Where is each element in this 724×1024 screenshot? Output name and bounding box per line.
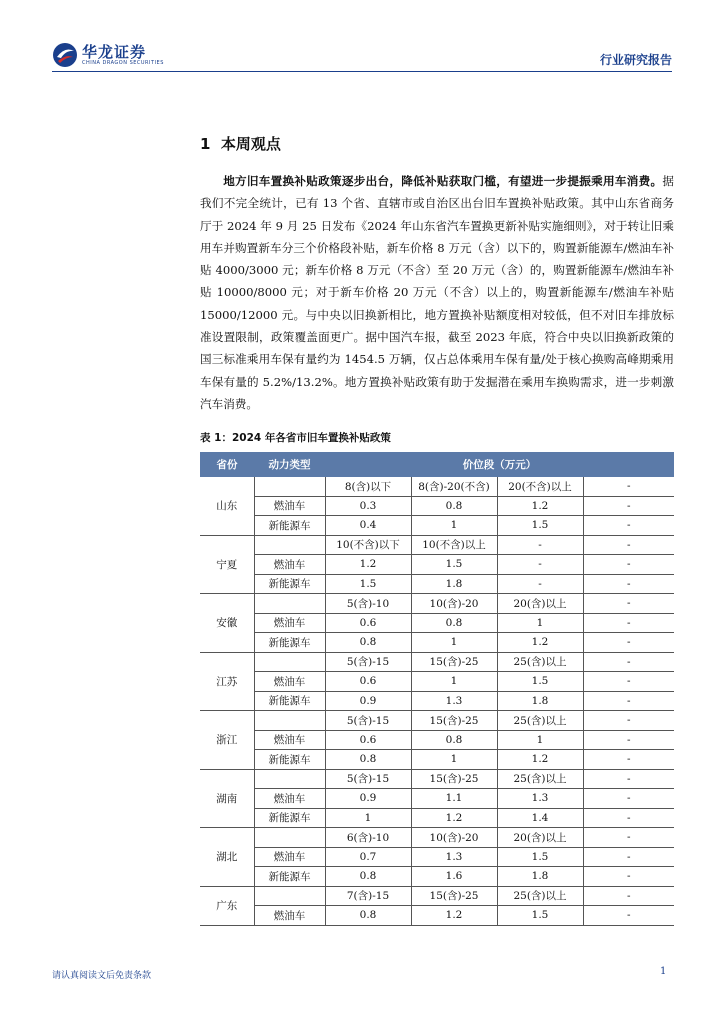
table-row — [200, 808, 674, 828]
price-range-cell: - — [497, 535, 583, 555]
power-type-cell: 燃油车 — [254, 672, 325, 692]
table-row — [200, 730, 674, 750]
subsidy-value-cell: - — [583, 574, 674, 594]
subsidy-value-cell: - — [497, 574, 583, 594]
price-range-cell: 15(含)-25 — [411, 769, 497, 789]
subsidy-value-cell: 0.8 — [325, 633, 411, 653]
subsidy-value-cell: - — [583, 496, 674, 516]
page-header — [52, 42, 672, 72]
subsidy-value-cell: - — [583, 613, 674, 633]
power-type-cell: 新能源车 — [254, 574, 325, 594]
power-type-cell: 新能源车 — [254, 691, 325, 711]
price-range-cell: - — [583, 769, 674, 789]
subsidy-value-cell: 1 — [325, 808, 411, 828]
empty-type-cell — [254, 711, 325, 731]
section-title-text: 本周观点 — [220, 135, 281, 153]
table-row — [200, 691, 674, 711]
report-type: 行业研究报告 — [599, 53, 672, 67]
subsidy-value-cell: 0.8 — [325, 906, 411, 926]
subsidy-value-cell: 1.2 — [497, 496, 583, 516]
section-number: 1 — [200, 135, 211, 153]
header-power-type: 动力类型 — [254, 452, 325, 477]
header-province: 省份 — [200, 452, 254, 477]
subsidy-value-cell: - — [583, 906, 674, 926]
subsidy-value-cell: - — [583, 847, 674, 867]
subsidy-value-cell: - — [583, 867, 674, 887]
price-range-cell: 8(含)以下 — [325, 477, 411, 497]
power-type-cell: 新能源车 — [254, 808, 325, 828]
table-row — [200, 516, 674, 536]
table-row — [200, 496, 674, 516]
subsidy-value-cell: 0.6 — [325, 672, 411, 692]
price-range-cell: 20(含)以上 — [497, 828, 583, 848]
subsidy-value-cell: 1 — [411, 633, 497, 653]
empty-type-cell — [254, 828, 325, 848]
subsidy-value-cell: 1.5 — [497, 847, 583, 867]
power-type-cell: 燃油车 — [254, 906, 325, 926]
province-cell: 湖南 — [200, 769, 254, 828]
power-type-cell: 新能源车 — [254, 867, 325, 887]
subsidy-value-cell: - — [583, 555, 674, 575]
price-range-cell: - — [583, 711, 674, 731]
subsidy-value-cell: 1 — [497, 613, 583, 633]
table-row — [200, 847, 674, 867]
price-range-cell: 10(不含)以上 — [411, 535, 497, 555]
subsidy-value-cell: 0.9 — [325, 789, 411, 809]
subsidy-value-cell: - — [583, 750, 674, 770]
subsidy-value-cell: 1.8 — [497, 867, 583, 887]
table-range-row — [200, 652, 674, 672]
subsidy-value-cell: 0.8 — [411, 730, 497, 750]
price-range-cell: 5(含)-15 — [325, 769, 411, 789]
price-range-cell: 5(含)-15 — [325, 711, 411, 731]
subsidy-value-cell: - — [583, 691, 674, 711]
power-type-cell: 燃油车 — [254, 555, 325, 575]
power-type-cell: 燃油车 — [254, 496, 325, 516]
subsidy-value-cell: 0.3 — [325, 496, 411, 516]
table-row — [200, 613, 674, 633]
subsidy-value-cell: 0.8 — [411, 613, 497, 633]
empty-type-cell — [254, 652, 325, 672]
subsidy-value-cell: 1.5 — [497, 906, 583, 926]
page-number: 1 — [660, 966, 667, 977]
header-price-range: 价位段（万元） — [325, 452, 674, 477]
table-range-row — [200, 886, 674, 906]
price-range-cell: 25(含)以上 — [497, 711, 583, 731]
subsidy-value-cell: 1.5 — [325, 574, 411, 594]
empty-type-cell — [254, 594, 325, 614]
paragraph-body: 据我们不完全统计，已有 13 个省、直辖市或自治区出台旧车置换补贴政策。其中山东省商务厅于 2024 年 9 月 25 日发布《2024 年山东省汽车置换更新补贴实施细则》，对于转让旧乘用车并购置新车分三个价格段补贴，新车价格 8 万元（含）以下的，购置新能源车/燃油车补贴 4000/3000 元；新车价格 8 万元（不含）至 20 万元（含）的，购置新能源车/燃油车补贴 10000/8000 元；对于新车价格 20 万元（不含）以上的，购置新能源车/燃油车补贴 15000/12000 元。与中央以旧换新相比，地方置换补贴额度相对较低，但不对旧车排放标准设置限制，政策覆盖面更广。据中国汽车报，截至 2023 年底，符合中央以旧换新政策的国三标准乘用车保有量约为 1454.5 万辆，仅占总体乘用车保有量/处于核心换购高峰期乘用车保有量的 5.2%/13.2%。地方置换补贴政策有助于发掘潜在乘用车换购需求，进一步刺激汽车消费。 — [200, 174, 674, 411]
logo-en-text: CHINA DRAGON SECURITIES — [82, 59, 164, 66]
subsidy-value-cell: 1.3 — [411, 847, 497, 867]
power-type-cell: 燃油车 — [254, 789, 325, 809]
table-header-row — [200, 452, 674, 477]
subsidy-value-cell: 0.4 — [325, 516, 411, 536]
price-range-cell: 25(含)以上 — [497, 886, 583, 906]
subsidy-value-cell: 1 — [497, 730, 583, 750]
subsidy-value-cell: 1.4 — [497, 808, 583, 828]
subsidy-value-cell: 1.2 — [497, 750, 583, 770]
subsidy-value-cell: 1.1 — [411, 789, 497, 809]
subsidy-value-cell: 1.6 — [411, 867, 497, 887]
table-range-row — [200, 769, 674, 789]
logo-cn-text: 华龙证券 — [82, 42, 147, 61]
subsidy-value-cell: - — [583, 730, 674, 750]
province-cell: 湖北 — [200, 828, 254, 887]
table-row — [200, 867, 674, 887]
subsidy-value-cell: 1.8 — [411, 574, 497, 594]
table-row — [200, 906, 674, 926]
subsidy-value-cell: 1.5 — [411, 555, 497, 575]
empty-type-cell — [254, 769, 325, 789]
table-range-row — [200, 477, 674, 497]
subsidy-value-cell: 1.2 — [325, 555, 411, 575]
subsidy-value-cell: - — [583, 789, 674, 809]
subsidy-value-cell: 1 — [411, 750, 497, 770]
price-range-cell: 20(不含)以上 — [497, 477, 583, 497]
table-range-row — [200, 594, 674, 614]
price-range-cell: 15(含)-25 — [411, 711, 497, 731]
price-range-cell: 20(含)以上 — [497, 594, 583, 614]
price-range-cell: - — [583, 652, 674, 672]
price-range-cell: 8(含)-20(不含) — [411, 477, 497, 497]
province-cell: 江苏 — [200, 652, 254, 711]
province-cell: 浙江 — [200, 711, 254, 770]
table-row — [200, 574, 674, 594]
price-range-cell: - — [583, 535, 674, 555]
section-title — [200, 133, 281, 154]
subsidy-value-cell: - — [583, 672, 674, 692]
subsidy-value-cell: 1.2 — [497, 633, 583, 653]
body-paragraph — [200, 170, 674, 415]
subsidy-value-cell: 1.2 — [411, 808, 497, 828]
province-cell: 山东 — [200, 477, 254, 536]
price-range-cell: 15(含)-25 — [411, 652, 497, 672]
table-range-row — [200, 711, 674, 731]
subsidy-value-cell: 1.3 — [411, 691, 497, 711]
table-row — [200, 633, 674, 653]
price-range-cell: 10(含)-20 — [411, 594, 497, 614]
empty-type-cell — [254, 886, 325, 906]
logo-icon — [52, 42, 78, 68]
company-logo — [52, 42, 164, 68]
table-body — [200, 477, 674, 926]
table-row — [200, 672, 674, 692]
subsidy-value-cell: 1.5 — [497, 516, 583, 536]
price-range-cell: - — [583, 594, 674, 614]
subsidy-value-cell: 0.8 — [325, 750, 411, 770]
table-row — [200, 750, 674, 770]
empty-type-cell — [254, 535, 325, 555]
price-range-cell: 10(不含)以下 — [325, 535, 411, 555]
price-range-cell: - — [583, 477, 674, 497]
price-range-cell: 7(含)-15 — [325, 886, 411, 906]
price-range-cell: 25(含)以上 — [497, 769, 583, 789]
table-range-row — [200, 535, 674, 555]
province-cell: 宁夏 — [200, 535, 254, 594]
subsidy-value-cell: 0.8 — [325, 867, 411, 887]
empty-type-cell — [254, 477, 325, 497]
power-type-cell: 新能源车 — [254, 633, 325, 653]
table-range-row — [200, 828, 674, 848]
power-type-cell: 新能源车 — [254, 750, 325, 770]
province-cell: 安徽 — [200, 594, 254, 653]
subsidy-value-cell: 0.6 — [325, 730, 411, 750]
subsidy-value-cell: 1 — [411, 516, 497, 536]
subsidy-value-cell: 1.8 — [497, 691, 583, 711]
subsidy-value-cell: - — [583, 516, 674, 536]
province-cell: 广东 — [200, 886, 254, 925]
table-row — [200, 555, 674, 575]
subsidy-value-cell: 0.7 — [325, 847, 411, 867]
price-range-cell: 5(含)-15 — [325, 652, 411, 672]
price-range-cell: - — [583, 886, 674, 906]
power-type-cell: 燃油车 — [254, 847, 325, 867]
subsidy-value-cell: 1.3 — [497, 789, 583, 809]
price-range-cell: 5(含)-10 — [325, 594, 411, 614]
price-range-cell: 25(含)以上 — [497, 652, 583, 672]
subsidy-value-cell: - — [583, 633, 674, 653]
subsidy-value-cell: - — [583, 808, 674, 828]
header-divider — [52, 71, 672, 72]
power-type-cell: 燃油车 — [254, 613, 325, 633]
table-row — [200, 789, 674, 809]
subsidy-value-cell: 1 — [411, 672, 497, 692]
footer-disclaimer: 请认真阅读文后免责条款 — [52, 971, 152, 981]
table-title: 表 1：2024 年各省市旧车置换补贴政策 — [200, 432, 391, 444]
price-range-cell: 15(含)-25 — [411, 886, 497, 906]
power-type-cell: 燃油车 — [254, 730, 325, 750]
subsidy-value-cell: 0.6 — [325, 613, 411, 633]
subsidy-value-cell: 0.8 — [411, 496, 497, 516]
subsidy-table — [200, 452, 674, 926]
subsidy-value-cell: 1.2 — [411, 906, 497, 926]
subsidy-value-cell: 1.5 — [497, 672, 583, 692]
price-range-cell: - — [583, 828, 674, 848]
subsidy-value-cell: - — [497, 555, 583, 575]
price-range-cell: 10(含)-20 — [411, 828, 497, 848]
subsidy-value-cell: 0.9 — [325, 691, 411, 711]
price-range-cell: 6(含)-10 — [325, 828, 411, 848]
paragraph-lead: 地方旧车置换补贴政策逐步出台，降低补贴获取门槛，有望进一步提振乘用车消费。 — [223, 174, 663, 188]
power-type-cell: 新能源车 — [254, 516, 325, 536]
